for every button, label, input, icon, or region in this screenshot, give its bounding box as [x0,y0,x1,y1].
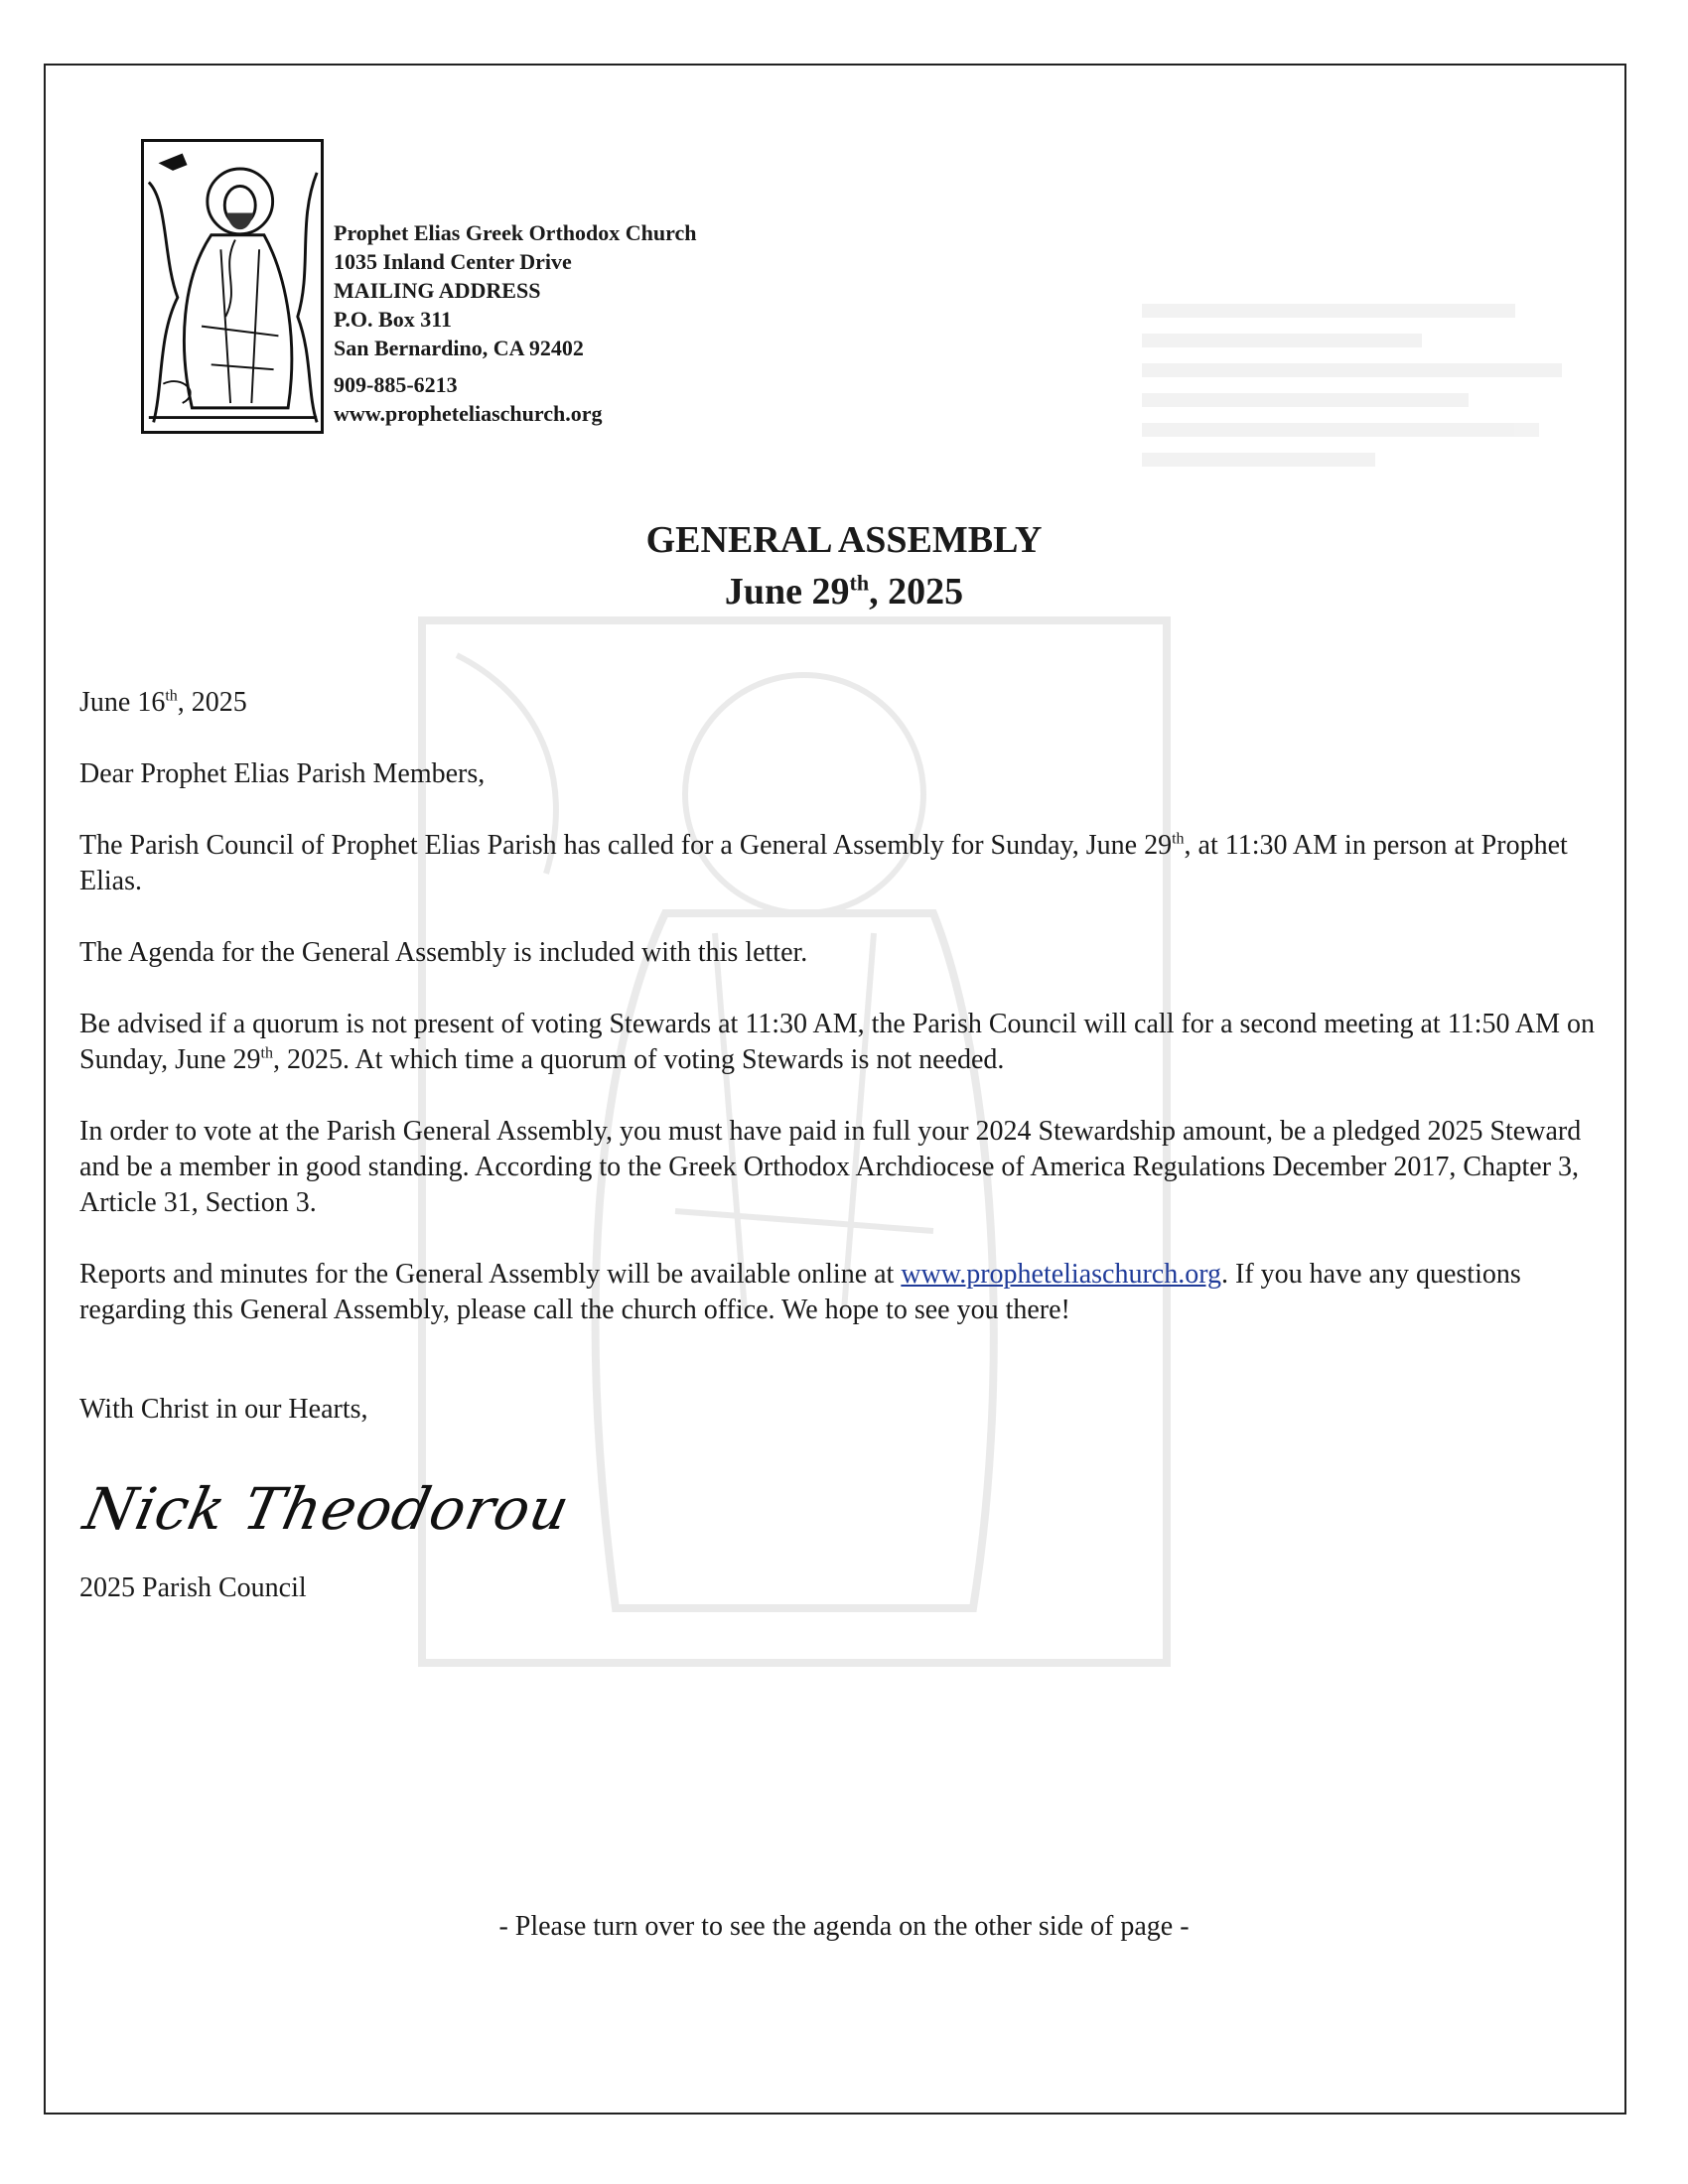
signer-title: 2025 Parish Council [79,1572,307,1603]
document-title [0,514,1688,617]
website-link[interactable]: www.propheteliaschurch.org [901,1259,1222,1290]
letterhead [141,139,696,434]
phone-number: 909-885-6213 [334,372,458,397]
street-address: 1035 Inland Center Drive [334,249,572,274]
paragraph-reports: Reports and minutes for the General Assembly will be available online at www.propheteliaschurch.org. If you have any questions regarding this General Assembly, please call the church office. We hope to see you there! [79,1259,1521,1325]
signature: Nick Theodorou [77,1475,576,1543]
website-text: www.propheteliaschurch.org [334,401,603,426]
po-box: P.O. Box 311 [334,307,452,332]
title-heading: GENERAL ASSEMBLY [645,519,1043,561]
bleed-through-text [1142,288,1609,482]
paragraph-voting: In order to vote at the Parish General Assembly, you must have paid in full your 2024 Stewardship amount, be a pledged 2025 Steward and be a member in good standing. According to the Greek Orthodox Archdiocese of America Regulations December 2017, Chapter 3, Article 31, Section 3. [79,1116,1582,1218]
paragraph-quorum: Be advised if a quorum is not present of voting Stewards at 11:30 AM, the Parish Council will call for a second meeting at 11:50 AM on Sunday, June 29th, 2025. At which time a quorum of voting Stewards is not needed. [79,1009,1596,1075]
city-state-zip: San Bernardino, CA 92402 [334,336,584,360]
paragraph-agenda: The Agenda for the General Assembly is included with this letter. [79,937,808,968]
footer-note: - Please turn over to see the agenda on the other side of page - [498,1911,1190,1942]
salutation: Dear Prophet Elias Parish Members, [79,758,486,789]
church-address [334,218,696,434]
paragraph-meeting-call: The Parish Council of Prophet Elias Parish has called for a General Assembly for Sunday, June 29th, at 11:30 AM in person at Prophet Elias. [79,830,1568,896]
letter-date: June 16th, 2025 [79,687,247,718]
title-date: June 29th, 2025 [724,570,964,613]
closing: With Christ in our Hearts, [79,1394,368,1425]
mailing-label: MAILING ADDRESS [334,278,541,303]
letter-body [79,685,1609,1642]
prophet-elias-icon [141,139,324,434]
church-name: Prophet Elias Greek Orthodox Church [334,220,697,245]
